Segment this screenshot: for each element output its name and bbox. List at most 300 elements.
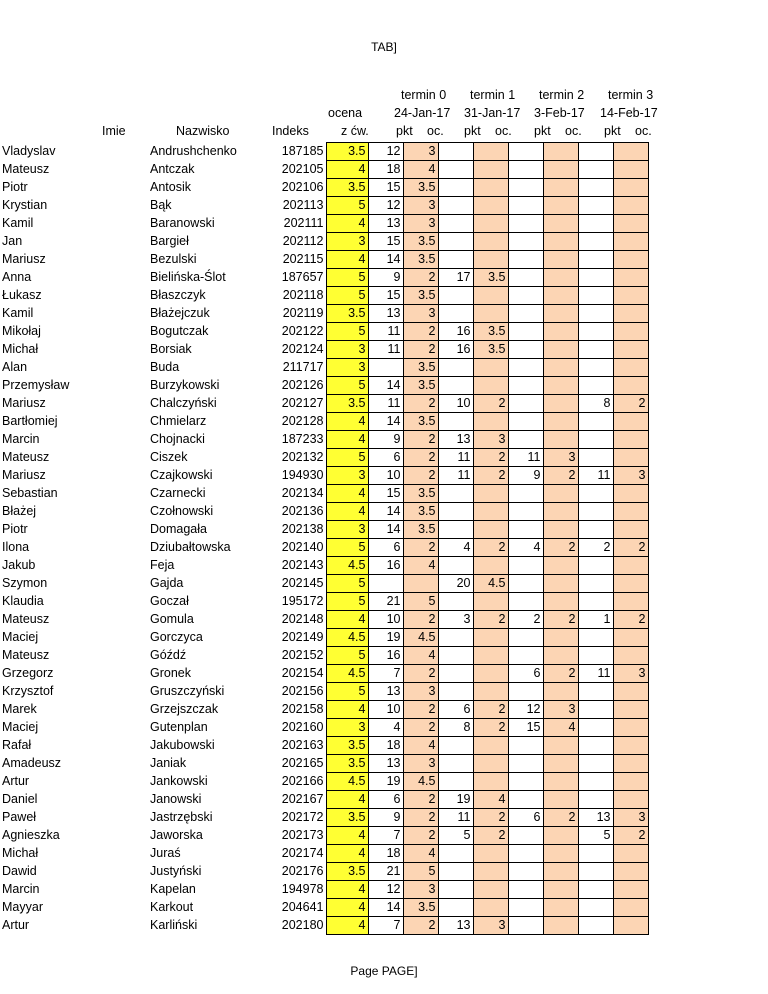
- term0-grade-cell: 5: [403, 863, 438, 881]
- index-number-cell: 202174: [281, 846, 324, 860]
- table-row: [0, 629, 648, 647]
- term1-points-cell: [438, 377, 473, 395]
- table-row: [0, 557, 648, 575]
- index-number-cell: 194930: [281, 468, 324, 482]
- last-name-cell: Chalczyński: [150, 396, 217, 410]
- exercise-grade-cell: 3: [326, 341, 368, 359]
- term3-grade-cell: [613, 683, 648, 701]
- term0-points-cell: 10: [368, 467, 403, 485]
- term2-grade-cell: [543, 485, 578, 503]
- header-indeks: Indeks: [272, 124, 309, 138]
- term2-grade-cell: [543, 413, 578, 431]
- last-name-cell: Karliński: [150, 918, 198, 932]
- table-row: [0, 899, 648, 917]
- last-name-cell: Chmielarz: [150, 414, 207, 428]
- table-row: [0, 863, 648, 881]
- term3-grade-cell: 2: [613, 395, 648, 413]
- exercise-grade-cell: 4: [326, 611, 368, 629]
- term1-points-cell: [438, 215, 473, 233]
- term0-points-cell: 14: [368, 251, 403, 269]
- term3-grade-cell: [613, 629, 648, 647]
- term1-points-cell: 10: [438, 395, 473, 413]
- first-name-cell: Maciej: [2, 720, 39, 734]
- exercise-grade-cell: 4: [326, 845, 368, 863]
- header-term2-pkt: pkt: [534, 124, 551, 138]
- term1-grade-cell: [473, 629, 508, 647]
- first-name-cell: Artur: [2, 774, 30, 788]
- term1-points-cell: 6: [438, 701, 473, 719]
- index-number-cell: 202152: [281, 648, 324, 662]
- term0-points-cell: 6: [368, 539, 403, 557]
- term1-points-cell: [438, 737, 473, 755]
- first-name-cell: Mateusz: [2, 648, 50, 662]
- term1-grade-cell: [473, 845, 508, 863]
- term0-grade-cell: 3.5: [403, 413, 438, 431]
- term3-points-cell: 13: [578, 809, 613, 827]
- term2-points-cell: 9: [508, 467, 543, 485]
- index-number-cell: 202173: [281, 828, 324, 842]
- term1-grade-cell: 4.5: [473, 575, 508, 593]
- table-row: [0, 845, 648, 863]
- term2-grade-cell: 2: [543, 809, 578, 827]
- index-number-cell: 202106: [281, 180, 324, 194]
- term0-grade-cell: 3.5: [403, 377, 438, 395]
- term2-points-cell: [508, 683, 543, 701]
- term0-points-cell: 7: [368, 917, 403, 935]
- term0-grade-cell: 2: [403, 395, 438, 413]
- term3-grade-cell: [613, 287, 648, 305]
- term3-grade-cell: [613, 575, 648, 593]
- first-name-cell: Jakub: [2, 558, 36, 572]
- term1-grade-cell: 3: [473, 431, 508, 449]
- term2-points-cell: [508, 377, 543, 395]
- exercise-grade-cell: 5: [326, 323, 368, 341]
- table-row: [0, 161, 648, 179]
- term1-grade-cell: [473, 521, 508, 539]
- first-name-cell: Marcin: [2, 432, 40, 446]
- exercise-grade-cell: 4: [326, 413, 368, 431]
- first-name-cell: Daniel: [2, 792, 38, 806]
- term3-grade-cell: [613, 521, 648, 539]
- term3-points-cell: [578, 593, 613, 611]
- term1-grade-cell: [473, 755, 508, 773]
- last-name-cell: Czajkowski: [150, 468, 213, 482]
- exercise-grade-cell: 4: [326, 431, 368, 449]
- exercise-grade-cell: 4: [326, 251, 368, 269]
- term3-grade-cell: [613, 791, 648, 809]
- index-number-cell: 202149: [281, 630, 324, 644]
- header-term1-date: 31-Jan-17: [464, 106, 521, 120]
- term0-grade-cell: 2: [403, 809, 438, 827]
- table-row: [0, 395, 648, 413]
- index-number-cell: 202165: [281, 756, 324, 770]
- exercise-grade-cell: 3.5: [326, 179, 368, 197]
- table-row: [0, 485, 648, 503]
- term3-points-cell: [578, 701, 613, 719]
- first-name-cell: Marek: [2, 702, 37, 716]
- index-number-cell: 187657: [281, 270, 324, 284]
- term2-points-cell: 11: [508, 449, 543, 467]
- index-number-cell: 202134: [281, 486, 324, 500]
- term3-points-cell: [578, 431, 613, 449]
- term3-grade-cell: [613, 917, 648, 935]
- term0-grade-cell: 2: [403, 719, 438, 737]
- term0-points-cell: 6: [368, 449, 403, 467]
- term2-grade-cell: [543, 179, 578, 197]
- table-row: [0, 665, 648, 683]
- table-row: [0, 287, 648, 305]
- term1-grade-cell: [473, 881, 508, 899]
- term0-points-cell: 18: [368, 737, 403, 755]
- first-name-cell: Przemysław: [2, 378, 70, 392]
- index-number-cell: 202119: [282, 306, 324, 320]
- exercise-grade-cell: 3.5: [326, 755, 368, 773]
- index-number-cell: 187233: [281, 432, 324, 446]
- index-number-cell: 187185: [281, 144, 324, 158]
- term2-points-cell: [508, 485, 543, 503]
- index-number-cell: 202136: [281, 504, 324, 518]
- term2-grade-cell: [543, 917, 578, 935]
- term3-points-cell: [578, 359, 613, 377]
- exercise-grade-cell: 5: [326, 593, 368, 611]
- term3-points-cell: [578, 449, 613, 467]
- first-name-cell: Mateusz: [2, 450, 50, 464]
- term2-grade-cell: 3: [543, 449, 578, 467]
- table-row: [0, 611, 648, 629]
- term0-points-cell: 9: [368, 269, 403, 287]
- term0-points-cell: 7: [368, 827, 403, 845]
- table-row: [0, 233, 648, 251]
- term0-grade-cell: 2: [403, 701, 438, 719]
- table-row: [0, 179, 648, 197]
- term2-points-cell: [508, 395, 543, 413]
- term3-points-cell: [578, 791, 613, 809]
- last-name-cell: Gorczyca: [150, 630, 203, 644]
- index-number-cell: 202111: [283, 216, 324, 230]
- term1-points-cell: [438, 773, 473, 791]
- term1-grade-cell: [473, 557, 508, 575]
- term3-grade-cell: [613, 161, 648, 179]
- term2-points-cell: 15: [508, 719, 543, 737]
- term0-points-cell: 16: [368, 557, 403, 575]
- term3-points-cell: [578, 323, 613, 341]
- term1-points-cell: [438, 683, 473, 701]
- term2-grade-cell: 2: [543, 611, 578, 629]
- term0-grade-cell: 3: [403, 197, 438, 215]
- term0-grade-cell: 2: [403, 917, 438, 935]
- table-row: [0, 143, 648, 161]
- term3-grade-cell: [613, 647, 648, 665]
- first-name-cell: Mateusz: [2, 162, 50, 176]
- term2-grade-cell: [543, 881, 578, 899]
- term2-grade-cell: [543, 197, 578, 215]
- term1-points-cell: 16: [438, 341, 473, 359]
- first-name-cell: Anna: [2, 270, 32, 284]
- last-name-cell: Borsiak: [150, 342, 192, 356]
- header-term0-pkt: pkt: [396, 124, 413, 138]
- term0-grade-cell: 2: [403, 431, 438, 449]
- last-name-cell: Chojnacki: [150, 432, 205, 446]
- term1-grade-cell: [473, 377, 508, 395]
- term0-grade-cell: 4.5: [403, 773, 438, 791]
- header-term3-date: 14-Feb-17: [600, 106, 658, 120]
- exercise-grade-cell: 3: [326, 233, 368, 251]
- term3-points-cell: [578, 413, 613, 431]
- term3-points-cell: [578, 305, 613, 323]
- term0-grade-cell: 2: [403, 539, 438, 557]
- first-name-cell: Ilona: [2, 540, 30, 554]
- first-name-cell: Krystian: [2, 198, 48, 212]
- term2-points-cell: 12: [508, 701, 543, 719]
- term0-points-cell: 12: [368, 197, 403, 215]
- term0-points-cell: 12: [368, 881, 403, 899]
- term3-grade-cell: [613, 269, 648, 287]
- term0-points-cell: 14: [368, 521, 403, 539]
- last-name-cell: Bogutczak: [150, 324, 209, 338]
- term2-grade-cell: [543, 899, 578, 917]
- exercise-grade-cell: 5: [326, 539, 368, 557]
- term1-grade-cell: [473, 197, 508, 215]
- term2-grade-cell: [543, 395, 578, 413]
- table-row: [0, 719, 648, 737]
- last-name-cell: Goczał: [150, 594, 189, 608]
- term2-grade-cell: [543, 233, 578, 251]
- term0-grade-cell: 4: [403, 557, 438, 575]
- header-term1-oc: oc.: [495, 124, 512, 138]
- exercise-grade-cell: 5: [326, 449, 368, 467]
- first-name-cell: Mariusz: [2, 468, 46, 482]
- exercise-grade-cell: 3.5: [326, 305, 368, 323]
- term2-grade-cell: [543, 521, 578, 539]
- term3-grade-cell: [613, 305, 648, 323]
- term1-points-cell: [438, 233, 473, 251]
- grades-table-body: [0, 143, 648, 935]
- index-number-cell: 202115: [282, 252, 324, 266]
- first-name-cell: Krzysztof: [2, 684, 54, 698]
- term0-grade-cell: 2: [403, 323, 438, 341]
- exercise-grade-cell: 4: [326, 485, 368, 503]
- exercise-grade-cell: 3: [326, 359, 368, 377]
- exercise-grade-cell: 4.5: [326, 629, 368, 647]
- term3-grade-cell: [613, 143, 648, 161]
- last-name-cell: Czarnecki: [150, 486, 206, 500]
- last-name-cell: Czołnowski: [150, 504, 214, 518]
- table-row: [0, 827, 648, 845]
- exercise-grade-cell: 4: [326, 161, 368, 179]
- term1-grade-cell: 2: [473, 611, 508, 629]
- table-row: [0, 521, 648, 539]
- header-term2-name: termin 2: [539, 88, 585, 102]
- last-name-cell: Gruszczyński: [150, 684, 225, 698]
- term3-grade-cell: [613, 179, 648, 197]
- term3-points-cell: [578, 773, 613, 791]
- term0-points-cell: 12: [368, 143, 403, 161]
- term3-points-cell: 8: [578, 395, 613, 413]
- term0-points-cell: 19: [368, 629, 403, 647]
- term3-grade-cell: [613, 449, 648, 467]
- term2-grade-cell: [543, 287, 578, 305]
- term0-points-cell: 15: [368, 233, 403, 251]
- term1-points-cell: 8: [438, 719, 473, 737]
- last-name-cell: Burzykowski: [150, 378, 220, 392]
- first-name-cell: Kamil: [2, 216, 34, 230]
- term1-points-cell: [438, 305, 473, 323]
- term2-grade-cell: [543, 575, 578, 593]
- header-term0-date: 24-Jan-17: [394, 106, 451, 120]
- term1-grade-cell: [473, 359, 508, 377]
- exercise-grade-cell: 4: [326, 899, 368, 917]
- term1-points-cell: [438, 881, 473, 899]
- last-name-cell: Bezulski: [150, 252, 197, 266]
- term1-points-cell: 13: [438, 431, 473, 449]
- term1-points-cell: [438, 503, 473, 521]
- last-name-cell: Bielińska-Ślot: [150, 270, 226, 284]
- first-name-cell: Artur: [2, 918, 30, 932]
- term1-points-cell: [438, 359, 473, 377]
- last-name-cell: Janowski: [150, 792, 202, 806]
- term3-points-cell: [578, 197, 613, 215]
- term2-points-cell: [508, 575, 543, 593]
- term0-points-cell: 15: [368, 179, 403, 197]
- table-row: [0, 917, 648, 935]
- index-number-cell: 202122: [281, 324, 324, 338]
- first-name-cell: Mariusz: [2, 396, 46, 410]
- table-row: [0, 215, 648, 233]
- table-row: [0, 197, 648, 215]
- term0-points-cell: 13: [368, 215, 403, 233]
- last-name-cell: Karkout: [150, 900, 194, 914]
- term1-points-cell: 11: [438, 449, 473, 467]
- term2-grade-cell: 2: [543, 665, 578, 683]
- term3-points-cell: [578, 845, 613, 863]
- term1-grade-cell: [473, 773, 508, 791]
- first-name-cell: Kamil: [2, 306, 34, 320]
- term1-grade-cell: [473, 503, 508, 521]
- term0-grade-cell: 3.5: [403, 359, 438, 377]
- term0-grade-cell: 3: [403, 683, 438, 701]
- last-name-cell: Grzejszczak: [150, 702, 219, 716]
- term3-points-cell: [578, 737, 613, 755]
- exercise-grade-cell: 3: [326, 521, 368, 539]
- exercise-grade-cell: 5: [326, 269, 368, 287]
- term1-points-cell: [438, 665, 473, 683]
- term0-points-cell: [368, 575, 403, 593]
- exercise-grade-cell: 5: [326, 197, 368, 215]
- term2-grade-cell: [543, 755, 578, 773]
- term1-points-cell: 3: [438, 611, 473, 629]
- term3-grade-cell: [613, 593, 648, 611]
- term0-grade-cell: 4.5: [403, 629, 438, 647]
- term2-grade-cell: [543, 161, 578, 179]
- term0-points-cell: 10: [368, 701, 403, 719]
- first-name-cell: Marcin: [2, 882, 40, 896]
- term3-grade-cell: [613, 485, 648, 503]
- first-name-cell: Grzegorz: [2, 666, 54, 680]
- term1-points-cell: [438, 521, 473, 539]
- term1-points-cell: 5: [438, 827, 473, 845]
- term3-grade-cell: [613, 215, 648, 233]
- header-z-cw: z ćw.: [341, 124, 369, 138]
- index-number-cell: 202112: [282, 234, 324, 248]
- term1-points-cell: [438, 179, 473, 197]
- term3-grade-cell: [613, 341, 648, 359]
- table-row: [0, 809, 648, 827]
- term2-points-cell: [508, 629, 543, 647]
- term0-grade-cell: [403, 575, 438, 593]
- term3-points-cell: [578, 899, 613, 917]
- term2-grade-cell: [543, 557, 578, 575]
- term0-grade-cell: 3: [403, 305, 438, 323]
- term2-points-cell: [508, 755, 543, 773]
- term3-grade-cell: 3: [613, 665, 648, 683]
- first-name-cell: Mateusz: [2, 612, 50, 626]
- term2-points-cell: [508, 593, 543, 611]
- table-row: [0, 773, 648, 791]
- term0-grade-cell: 2: [403, 269, 438, 287]
- term1-grade-cell: [473, 233, 508, 251]
- term3-grade-cell: [613, 881, 648, 899]
- exercise-grade-cell: 3: [326, 467, 368, 485]
- term0-grade-cell: 2: [403, 341, 438, 359]
- last-name-cell: Gronek: [150, 666, 191, 680]
- term1-grade-cell: [473, 305, 508, 323]
- term2-grade-cell: [543, 647, 578, 665]
- last-name-cell: Baranowski: [150, 216, 215, 230]
- term0-grade-cell: 3.5: [403, 899, 438, 917]
- term1-points-cell: 16: [438, 323, 473, 341]
- term1-points-cell: [438, 755, 473, 773]
- term3-grade-cell: 2: [613, 611, 648, 629]
- term0-points-cell: 16: [368, 647, 403, 665]
- index-number-cell: 194978: [281, 882, 324, 896]
- table-row: [0, 377, 648, 395]
- term3-points-cell: [578, 287, 613, 305]
- term1-grade-cell: 3.5: [473, 323, 508, 341]
- term3-points-cell: 11: [578, 467, 613, 485]
- term2-grade-cell: [543, 359, 578, 377]
- index-number-cell: 202105: [281, 162, 324, 176]
- table-row: [0, 269, 648, 287]
- term1-grade-cell: 2: [473, 449, 508, 467]
- term2-points-cell: [508, 557, 543, 575]
- term2-grade-cell: 4: [543, 719, 578, 737]
- term1-grade-cell: [473, 179, 508, 197]
- term2-grade-cell: 2: [543, 539, 578, 557]
- table-row: [0, 575, 648, 593]
- table-row: [0, 413, 648, 431]
- term2-points-cell: [508, 503, 543, 521]
- last-name-cell: Bąk: [150, 198, 172, 212]
- index-number-cell: 211717: [282, 360, 324, 374]
- term1-grade-cell: 3.5: [473, 341, 508, 359]
- term0-points-cell: 7: [368, 665, 403, 683]
- term3-points-cell: [578, 917, 613, 935]
- exercise-grade-cell: 4: [326, 503, 368, 521]
- index-number-cell: 202143: [281, 558, 324, 572]
- term1-grade-cell: 2: [473, 395, 508, 413]
- term2-points-cell: [508, 737, 543, 755]
- term3-points-cell: [578, 377, 613, 395]
- term2-points-cell: [508, 287, 543, 305]
- term3-grade-cell: [613, 233, 648, 251]
- term2-grade-cell: [543, 863, 578, 881]
- header-term3-oc: oc.: [635, 124, 652, 138]
- index-number-cell: 202158: [281, 702, 324, 716]
- table-row: [0, 683, 648, 701]
- term2-grade-cell: [543, 269, 578, 287]
- term1-grade-cell: 3.5: [473, 269, 508, 287]
- term0-grade-cell: 3.5: [403, 179, 438, 197]
